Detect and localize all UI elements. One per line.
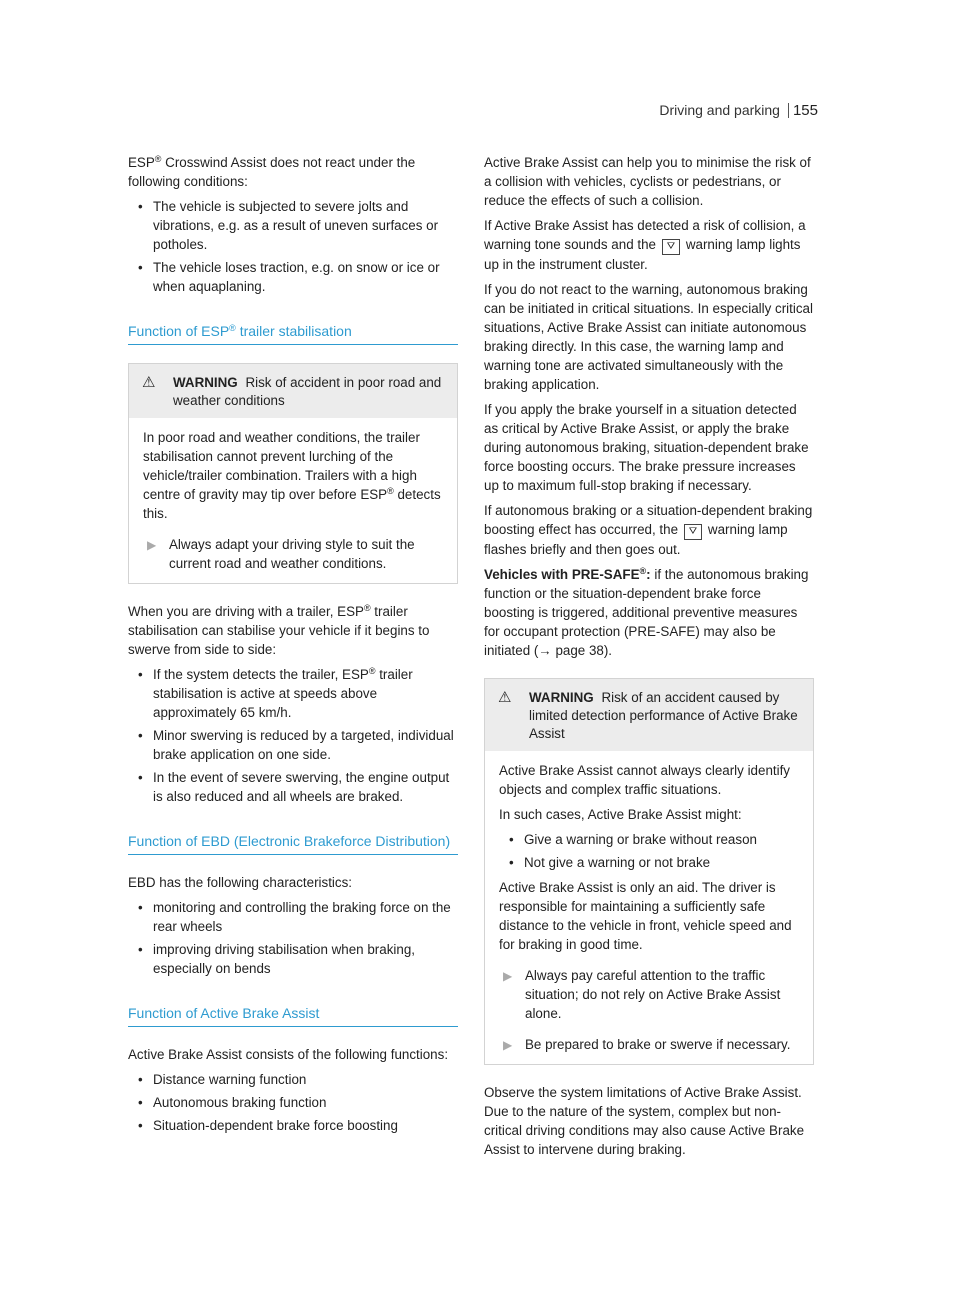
section-heading-ebd: Function of EBD (Electronic Brakeforce Distribution)	[128, 830, 458, 855]
list-item: • Not give a warning or not brake	[509, 855, 711, 870]
aba-paragraph-4: If you apply the brake yourself in a situation detected as critical by Active Brake Assist, or apply the brake during autonomous braking, situation-dependent brake force boosting occurs. The brake pressure increases up to maximum full-stop braking if necessary.	[484, 402, 809, 493]
bullet-icon: •	[138, 942, 143, 957]
section-heading-trailer-stabilisation: Function of ESP® trailer stabilisation	[128, 320, 458, 345]
aba-intro: Active Brake Assist consists of the following functions:	[128, 1047, 449, 1062]
warning-box-trailer	[128, 363, 458, 584]
bullet-icon: •	[138, 728, 143, 743]
page-number: 155	[788, 103, 818, 118]
aba-paragraph-1: Active Brake Assist can help you to minimise the risk of a collision with vehicles, cyclists or pedestrians, or reduce the effects of such a collision.	[484, 155, 811, 208]
warning-list	[499, 830, 803, 872]
bullet-icon: •	[138, 1095, 143, 1110]
list-item: • Minor swerving is reduced by a targeted, individual brake application on one side.	[138, 728, 454, 762]
list-item: • If the system detects the trailer, ESP® trailer stabilisation is active at speeds above approximately 65 km/h.	[138, 666, 413, 720]
crosswind-conditions-list	[128, 197, 458, 296]
warning-label: WARNING	[173, 375, 238, 390]
warning-text: In poor road and weather conditions, the trailer stabilisation cannot prevent lurching of the vehicle/trailer combination. Trailers with a high centre of gravity may tip over before ESP® detects this.	[143, 430, 441, 521]
action-arrow-icon: ▶	[147, 538, 157, 552]
ebd-list	[128, 898, 458, 978]
warning-title: Risk of accident in poor road and weather conditions	[173, 375, 442, 408]
warning-triangle-icon: ⚠	[498, 689, 512, 706]
warning-text: Active Brake Assist cannot always clearly identify objects and complex traffic situations.	[499, 763, 790, 797]
warning-action: ▶ Be prepared to brake or swerve if necessary.	[499, 1035, 803, 1054]
action-arrow-icon: ▶	[503, 969, 513, 983]
list-item: • Give a warning or brake without reason	[509, 832, 757, 847]
warning-text: In such cases, Active Brake Assist might:	[499, 807, 742, 822]
warning-header	[485, 679, 813, 751]
bullet-icon: •	[138, 667, 143, 682]
aba-paragraph-3: If you do not react to the warning, autonomous braking can be initiated in critical situations. In especially critical situations, Active Brake Assist can initiate autonomous braking directly. In this case, the warning lamp and warning tone are activated simultaneously with the braking application.	[484, 282, 813, 392]
pre-safe-paragraph: Vehicles with PRE-SAFE®: if the autonomous braking function or the situation-dependent brake force boosting is triggered, additional preventive measures for occupant protection (PRE-SAFE) may also be initiated (→ page 38).	[484, 566, 809, 658]
warning-triangle-icon: ⚠	[142, 374, 156, 391]
list-item: • Distance warning function	[138, 1072, 307, 1087]
warning-box-active-brake-assist	[484, 678, 814, 1065]
bullet-icon: •	[138, 199, 143, 214]
list-item: • The vehicle is subjected to severe jolts and vibrations, e.g. as a result of uneven surfaces or potholes.	[138, 199, 439, 252]
bullet-icon: •	[138, 260, 143, 275]
warning-text: Active Brake Assist is only an aid. The driver is responsible for maintaining a sufficiently safe distance to the vehicle in front, vehicle speed and for braking in good time.	[499, 880, 792, 952]
warning-action: ▶ Always pay careful attention to the traffic situation; do not rely on Active Brake Assist alone.	[503, 968, 781, 1021]
bullet-icon: •	[509, 832, 514, 847]
bullet-icon: •	[509, 855, 514, 870]
list-item: • In the event of severe swerving, the engine output is also reduced and all wheels are braked.	[138, 770, 450, 804]
warning-header	[129, 364, 457, 418]
aba-list	[128, 1070, 458, 1135]
warning-title: Risk of an accident caused by limited detection performance of Active Brake Assist	[529, 690, 798, 741]
list-item: • improving driving stabilisation when braking, especially on bends	[138, 942, 415, 976]
trailer-intro: When you are driving with a trailer, ESP® trailer stabilisation can stabilise your vehicle if it begins to swerve from side to side:	[128, 603, 430, 657]
aba-paragraph-5: If autonomous braking or a situation-dependent braking boosting effect has occurred, the ⛛ warning lamp flashes briefly and then goes out.	[484, 503, 813, 557]
list-item: • The vehicle loses traction, e.g. on snow or ice or when aquaplaning.	[138, 260, 440, 294]
warning-body	[485, 751, 813, 1064]
crosswind-intro: ESP® Crosswind Assist does not react under the following conditions:	[128, 154, 416, 189]
trailer-list	[128, 665, 458, 806]
chapter-title: Driving and parking	[659, 102, 780, 118]
system-limitations-paragraph: Observe the system limitations of Active Brake Assist. Due to the nature of the system, complex but non-critical driving conditions may also cause Active Brake Assist to intervene during braking.	[484, 1085, 805, 1157]
bullet-icon: •	[138, 1118, 143, 1133]
list-item: • Situation-dependent brake force boosting	[138, 1118, 398, 1133]
section-heading-active-brake-assist: Function of Active Brake Assist	[128, 1002, 458, 1027]
list-item: • Autonomous braking function	[138, 1095, 327, 1110]
warning-action: ▶ Always adapt your driving style to suit the current road and weather conditions.	[147, 537, 415, 571]
collision-warning-lamp-icon: ⛛	[684, 524, 702, 540]
ebd-intro: EBD has the following characteristics:	[128, 875, 353, 890]
right-column	[484, 153, 814, 1165]
bullet-icon: •	[138, 770, 143, 785]
bullet-icon: •	[138, 1072, 143, 1087]
warning-label: WARNING	[529, 690, 594, 705]
collision-warning-lamp-icon: ⛛	[662, 239, 680, 255]
warning-body	[129, 418, 457, 583]
action-arrow-icon: ▶	[503, 1038, 513, 1052]
bullet-icon: •	[138, 900, 143, 915]
page-header	[659, 96, 818, 118]
list-item: • monitoring and controlling the braking force on the rear wheels	[138, 900, 451, 934]
aba-paragraph-2: If Active Brake Assist has detected a risk of collision, a warning tone sounds and the ⛛ warning lamp lights up in the instrument cluster.	[484, 218, 806, 272]
left-column	[128, 153, 458, 1141]
